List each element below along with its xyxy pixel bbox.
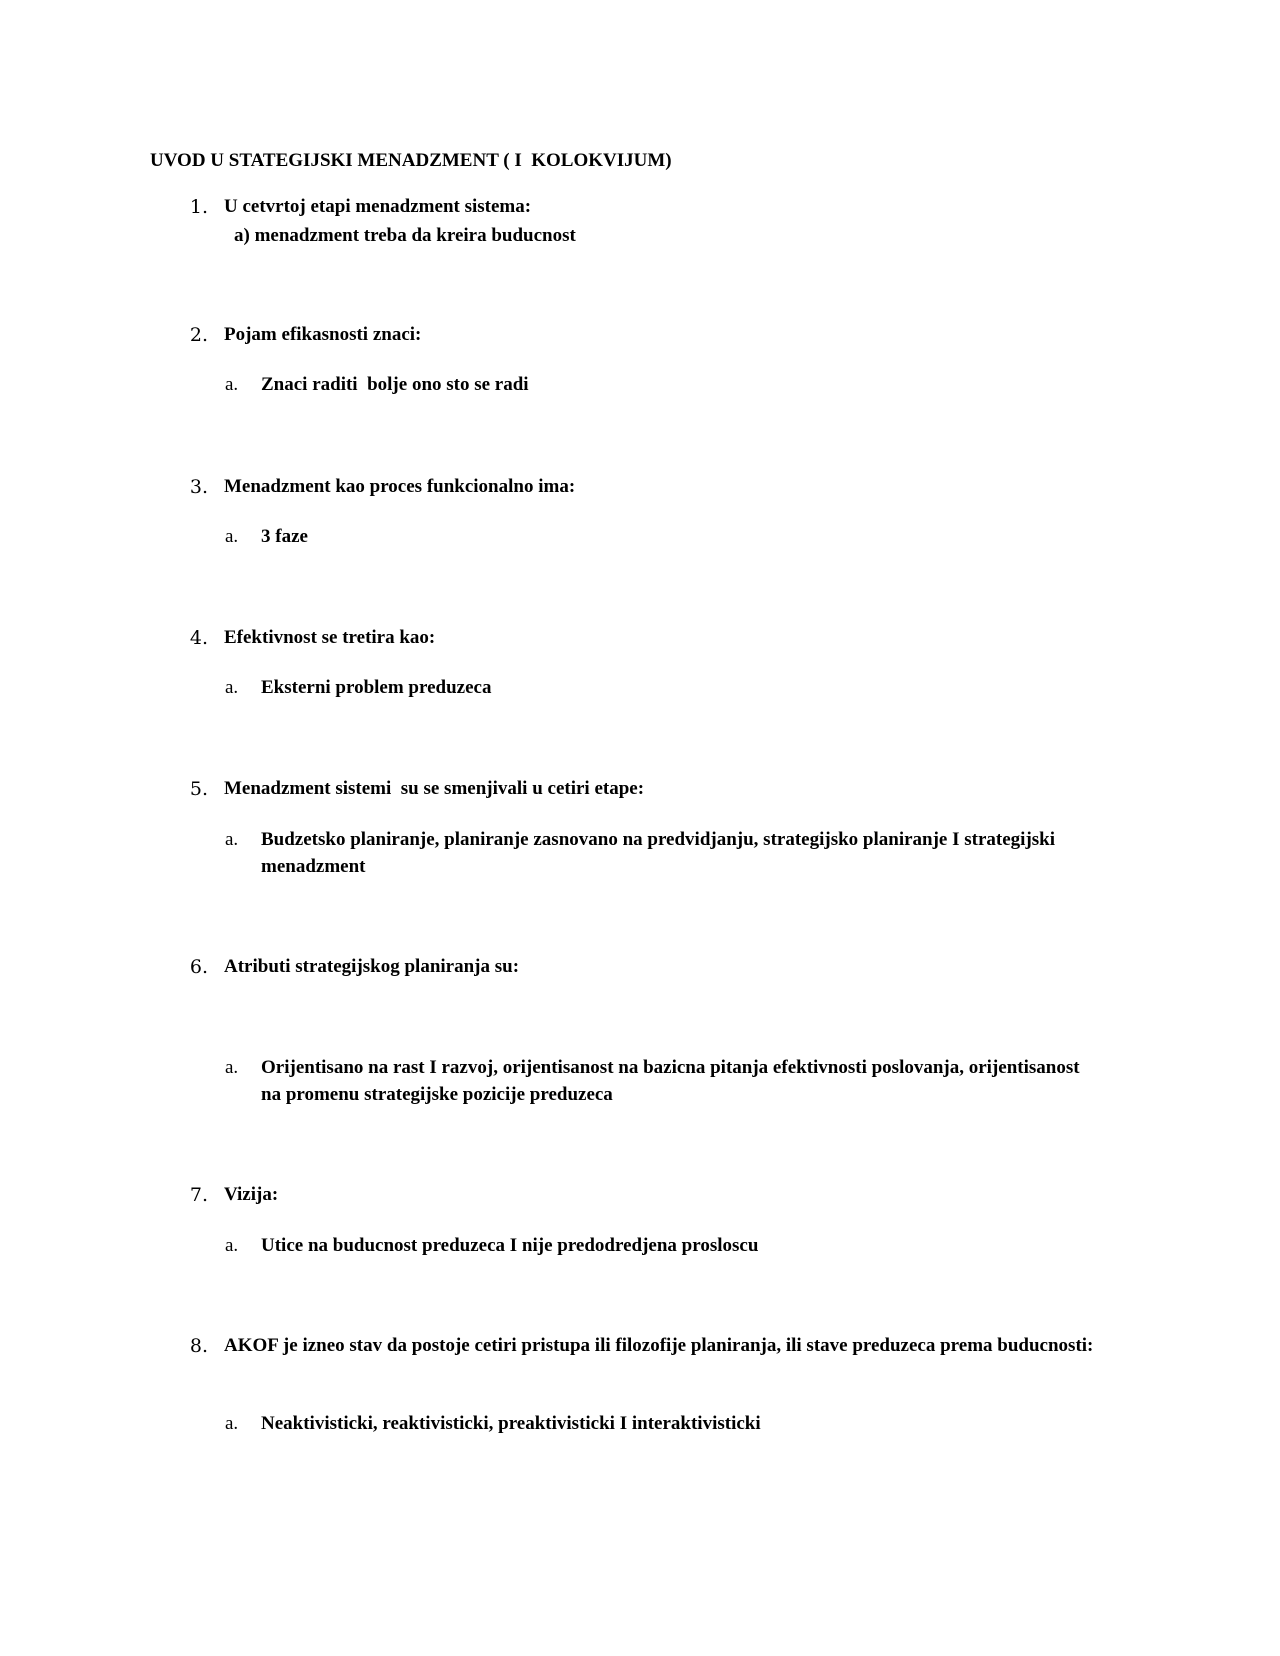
question-text: Menadzment sistemi su se smenjivali u cetiri etape: (224, 778, 645, 799)
question-text: U cetvrtoj etapi menadzment sistema: (224, 196, 532, 217)
question-number: 6. (189, 956, 208, 978)
answer-text: Orijentisano na rast I razvoj, orijentisanost na bazicna pitanja efektivnosti poslovanja, orijentisanost na promenu strategijske pozicije preduzeca (261, 1057, 1090, 1105)
question-text: AKOF je izneo stav da postoje cetiri pristupa ili filozofije planiranja, ili stave preduzeca prema buducnosti: (224, 1335, 1094, 1356)
answer-letter: a. (225, 1235, 239, 1256)
page-title: UVOD U STATEGIJSKI MENADZMENT ( I KOLOKVIJUM) (150, 150, 672, 171)
answer-letter: a. (225, 1413, 239, 1434)
question-number: 8. (189, 1335, 208, 1357)
question-text: Pojam efikasnosti znaci: (224, 324, 422, 345)
answer-letter: a. (225, 1057, 239, 1078)
answer-text: Utice na buducnost preduzeca I nije predodredjena prosloscu (261, 1235, 759, 1256)
question-text: Efektivnost se tretira kao: (224, 627, 436, 648)
answer-text: Eksterni problem preduzeca (261, 677, 492, 698)
question-number: 7. (189, 1184, 208, 1206)
question-number: 2. (189, 324, 208, 346)
question-text: Atributi strategijskog planiranja su: (224, 956, 520, 977)
answer-text: Neaktivisticki, reaktivisticki, preaktivisticki I interaktivisticki (261, 1413, 761, 1434)
answer-text: Budzetsko planiranje, planiranje zasnovano na predvidjanju, strategijsko planiranje I strategijski menadzment (261, 829, 1060, 877)
answer-letter: a. (225, 677, 239, 698)
answer-text: 3 faze (261, 526, 308, 547)
question-number: 4. (189, 627, 208, 649)
answer-letter: a. (225, 829, 239, 850)
question-text: Menadzment kao proces funkcionalno ima: (224, 476, 576, 497)
answer-letter: a. (225, 526, 239, 547)
question-number: 5. (189, 778, 208, 800)
question-number: 1. (189, 196, 208, 218)
answer-text: a) menadzment treba da kreira buducnost (234, 225, 576, 246)
question-number: 3. (189, 476, 208, 498)
question-text: Vizija: (224, 1184, 279, 1205)
answer-text: Znaci raditi bolje ono sto se radi (261, 374, 529, 395)
answer-letter: a. (225, 374, 239, 395)
